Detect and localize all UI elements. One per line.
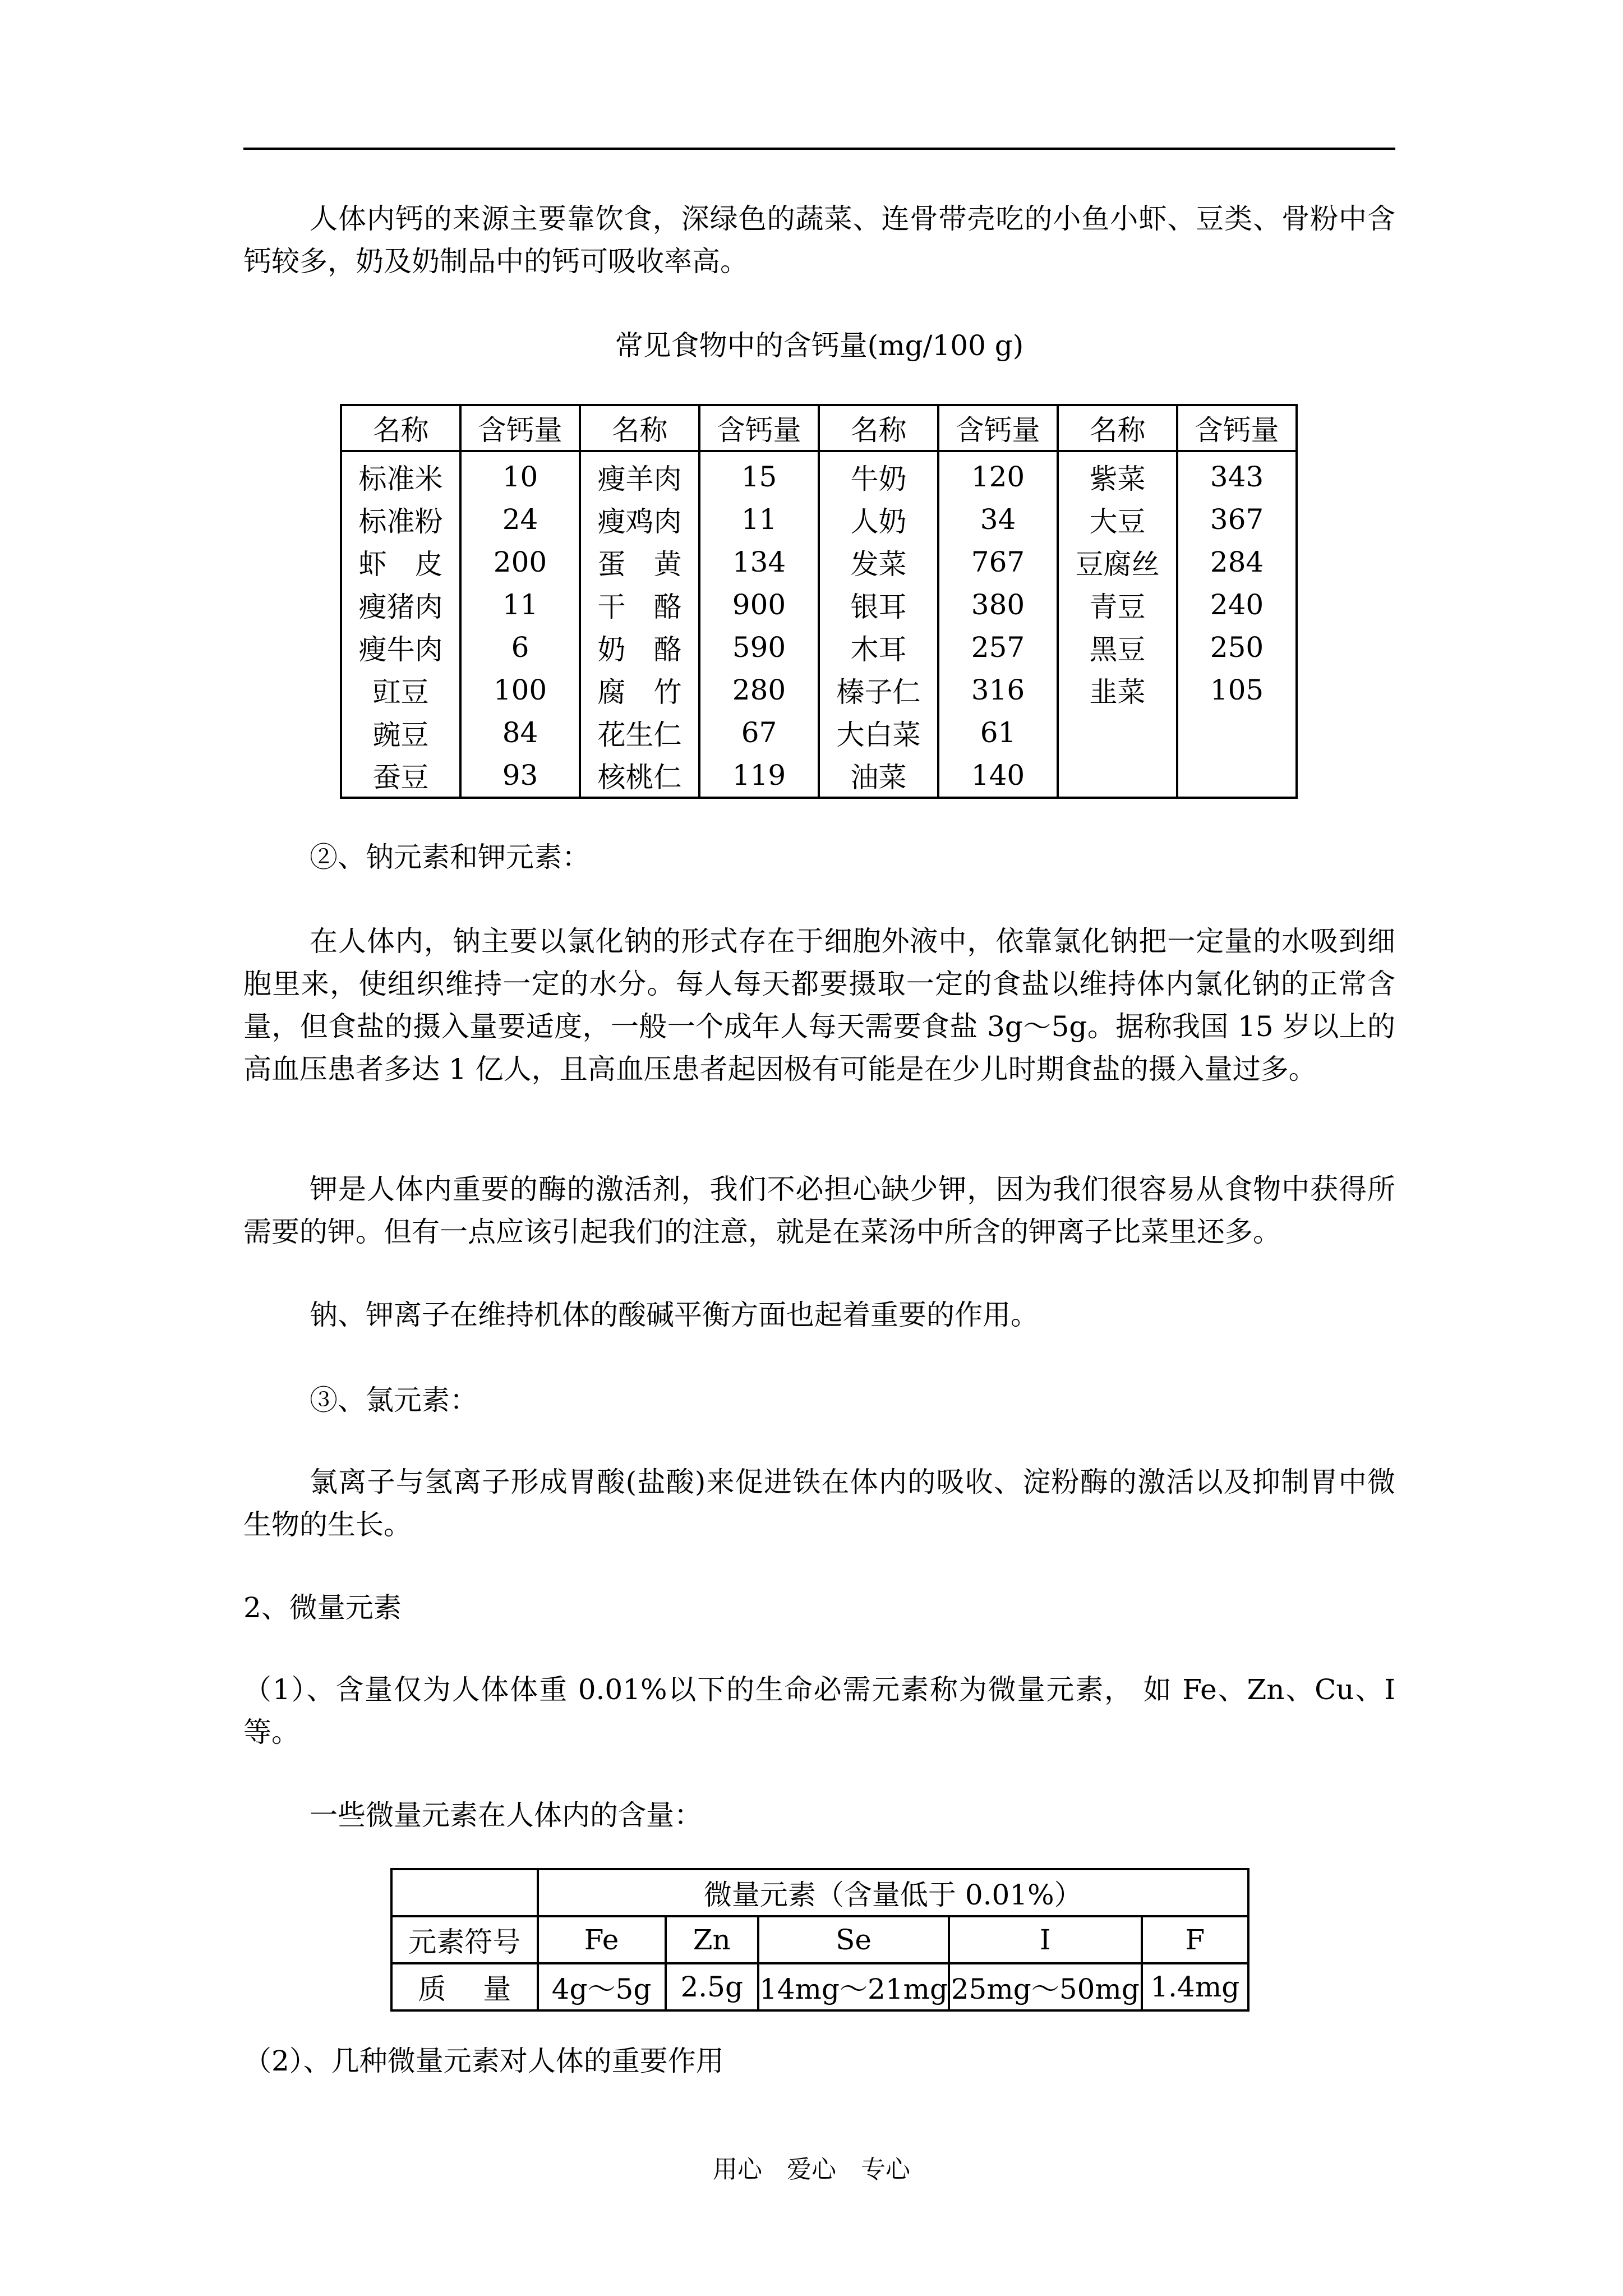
potassium-paragraph: 钾是人体内重要的酶的激活剂，我们不必担心缺少钾，因为我们很容易从食物中获得所需要的钾。但有一点应该引起我们的注意，就是在菜汤中所含的钾离子比菜里还多。	[243, 1173, 1395, 1248]
calcium-value-cell: 900	[699, 583, 819, 626]
calcium-value-cell: 200	[460, 541, 580, 583]
calcium-value-cell: 240	[1177, 583, 1297, 626]
table-row	[341, 754, 1297, 798]
food-name-cell: 紫菜	[1058, 451, 1177, 498]
calcium-value-cell	[1177, 754, 1297, 798]
chlorine-heading: ③、氯元素：	[310, 1384, 478, 1416]
food-name-cell: 干 酪	[580, 583, 699, 626]
symbol-cell: Zn	[666, 1916, 758, 1963]
food-name-cell: 标准米	[341, 451, 460, 498]
calcium-value-cell: 380	[938, 583, 1058, 626]
calcium-value-cell: 250	[1177, 626, 1297, 669]
chlorine-paragraph: 氯离子与氢离子形成胃酸(盐酸)来促进铁在体内的吸收、淀粉酶的激活以及抑制胃中微生物的生长。	[243, 1466, 1395, 1541]
table-row	[341, 498, 1297, 541]
food-name-cell: 油菜	[819, 754, 938, 798]
header-cell: 含钙量	[938, 405, 1058, 451]
calcium-table-caption: 常见食物中的含钙量(mg/100 g)	[615, 329, 1024, 362]
food-name-cell: 瘦牛肉	[341, 626, 460, 669]
calcium-value-cell: 257	[938, 626, 1058, 669]
table-row	[391, 1916, 1248, 1963]
symbol-cell: F	[1142, 1916, 1248, 1963]
mass-cell: 4g～5g	[538, 1963, 666, 2010]
calcium-value-cell: 61	[938, 711, 1058, 754]
food-name-cell: 瘦羊肉	[580, 451, 699, 498]
calcium-value-cell: 140	[938, 754, 1058, 798]
calcium-table	[340, 404, 1298, 799]
table-row	[391, 1869, 1248, 1916]
header-cell: 含钙量	[699, 405, 819, 451]
table-row	[341, 626, 1297, 669]
symbol-cell: Se	[758, 1916, 949, 1963]
trace-definition: （1）、含量仅为人体体重 0.01%以下的生命必需元素称为微量元素， 如 Fe、Zn、Cu、I 等。	[243, 1673, 1395, 1749]
calcium-value-cell: 590	[699, 626, 819, 669]
sodium-paragraph: 在人体内，钠主要以氯化钠的形式存在于细胞外液中，依靠氯化钠把一定量的水吸到细胞里来，使组织维持一定的水分。每人每天都要摄取一定的食盐以维持体内氯化钠的正常含量，但食盐的摄入量要适度，一般一个成年人每天需要食盐 3g～5g。据称我国 15 岁以上的高血压患者多达 1 亿人，且高血压患者起因极有可能是在少儿时期食盐的摄入量过多。	[243, 925, 1395, 1085]
header-cell: 含钙量	[460, 405, 580, 451]
food-name-cell	[1058, 754, 1177, 798]
trace-role-heading: （2）、几种微量元素对人体的重要作用	[243, 2045, 724, 2077]
calcium-value-cell: 100	[460, 669, 580, 711]
food-name-cell: 标准粉	[341, 498, 460, 541]
row-label: 元素符号	[391, 1916, 538, 1963]
food-name-cell: 豇豆	[341, 669, 460, 711]
header-rule	[243, 148, 1395, 150]
mass-cell: 1.4mg	[1142, 1963, 1248, 2010]
food-name-cell: 瘦猪肉	[341, 583, 460, 626]
food-name-cell: 大豆	[1058, 498, 1177, 541]
calcium-value-cell: 10	[460, 451, 580, 498]
food-name-cell: 奶 酪	[580, 626, 699, 669]
food-name-cell: 虾 皮	[341, 541, 460, 583]
calcium-value-cell: 67	[699, 711, 819, 754]
food-name-cell: 腐 竹	[580, 669, 699, 711]
calcium-value-cell: 105	[1177, 669, 1297, 711]
food-name-cell: 榛子仁	[819, 669, 938, 711]
trace-element-table	[390, 1868, 1249, 2012]
calcium-value-cell: 11	[699, 498, 819, 541]
header-cell: 含钙量	[1177, 405, 1297, 451]
header-cell: 名称	[1058, 405, 1177, 451]
food-name-cell: 瘦鸡肉	[580, 498, 699, 541]
food-name-cell: 银耳	[819, 583, 938, 626]
table-row	[341, 583, 1297, 626]
symbol-cell: Fe	[538, 1916, 666, 1963]
calcium-value-cell: 120	[938, 451, 1058, 498]
calcium-value-cell: 93	[460, 754, 580, 798]
food-name-cell: 人奶	[819, 498, 938, 541]
food-name-cell: 黑豆	[1058, 626, 1177, 669]
blank-corner-cell	[391, 1869, 538, 1916]
food-name-cell	[1058, 711, 1177, 754]
page-footer: 用心 爱心 专心	[713, 2155, 910, 2184]
food-name-cell: 蛋 黄	[580, 541, 699, 583]
food-name-cell: 蚕豆	[341, 754, 460, 798]
calcium-value-cell: 15	[699, 451, 819, 498]
calcium-value-cell	[1177, 711, 1297, 754]
food-name-cell: 大白菜	[819, 711, 938, 754]
calcium-value-cell: 6	[460, 626, 580, 669]
calcium-value-cell: 316	[938, 669, 1058, 711]
table-row	[391, 1963, 1248, 2010]
trace-heading: 2、微量元素	[243, 1591, 402, 1624]
intro-paragraph: 人体内钙的来源主要靠饮食，深绿色的蔬菜、连骨带壳吃的小鱼小虾、豆类、骨粉中含钙较多，奶及奶制品中的钙可吸收率高。	[243, 203, 1395, 278]
calcium-value-cell: 284	[1177, 541, 1297, 583]
calcium-value-cell: 24	[460, 498, 580, 541]
food-name-cell: 豌豆	[341, 711, 460, 754]
table-row	[341, 669, 1297, 711]
food-name-cell: 发菜	[819, 541, 938, 583]
header-cell: 名称	[341, 405, 460, 451]
food-name-cell: 豆腐丝	[1058, 541, 1177, 583]
calcium-value-cell: 11	[460, 583, 580, 626]
food-name-cell: 青豆	[1058, 583, 1177, 626]
table-row	[341, 711, 1297, 754]
food-name-cell: 花生仁	[580, 711, 699, 754]
calcium-value-cell: 280	[699, 669, 819, 711]
sodium-heading: ②、钠元素和钾元素：	[310, 841, 590, 873]
symbol-cell: I	[949, 1916, 1142, 1963]
calcium-value-cell: 367	[1177, 498, 1297, 541]
table-row	[341, 541, 1297, 583]
group-header-cell: 微量元素（含量低于 0.01%）	[538, 1869, 1248, 1916]
calcium-value-cell: 767	[938, 541, 1058, 583]
calcium-value-cell: 34	[938, 498, 1058, 541]
calcium-value-cell: 134	[699, 541, 819, 583]
trace-intro: 一些微量元素在人体内的含量：	[310, 1799, 702, 1832]
food-name-cell: 韭菜	[1058, 669, 1177, 711]
header-cell: 名称	[580, 405, 699, 451]
food-name-cell: 牛奶	[819, 451, 938, 498]
table-header-row	[341, 405, 1297, 451]
calcium-value-cell: 119	[699, 754, 819, 798]
food-name-cell: 核桃仁	[580, 754, 699, 798]
header-cell: 名称	[819, 405, 938, 451]
table-row	[341, 451, 1297, 498]
food-name-cell: 木耳	[819, 626, 938, 669]
calcium-value-cell: 84	[460, 711, 580, 754]
mass-cell: 2.5g	[666, 1963, 758, 2010]
calcium-value-cell: 343	[1177, 451, 1297, 498]
row-label: 质 量	[391, 1963, 538, 2010]
ion-paragraph: 钠、钾离子在维持机体的酸碱平衡方面也起着重要的作用。	[310, 1299, 1039, 1331]
mass-cell: 14mg～21mg	[758, 1963, 949, 2010]
mass-cell: 25mg～50mg	[949, 1963, 1142, 2010]
